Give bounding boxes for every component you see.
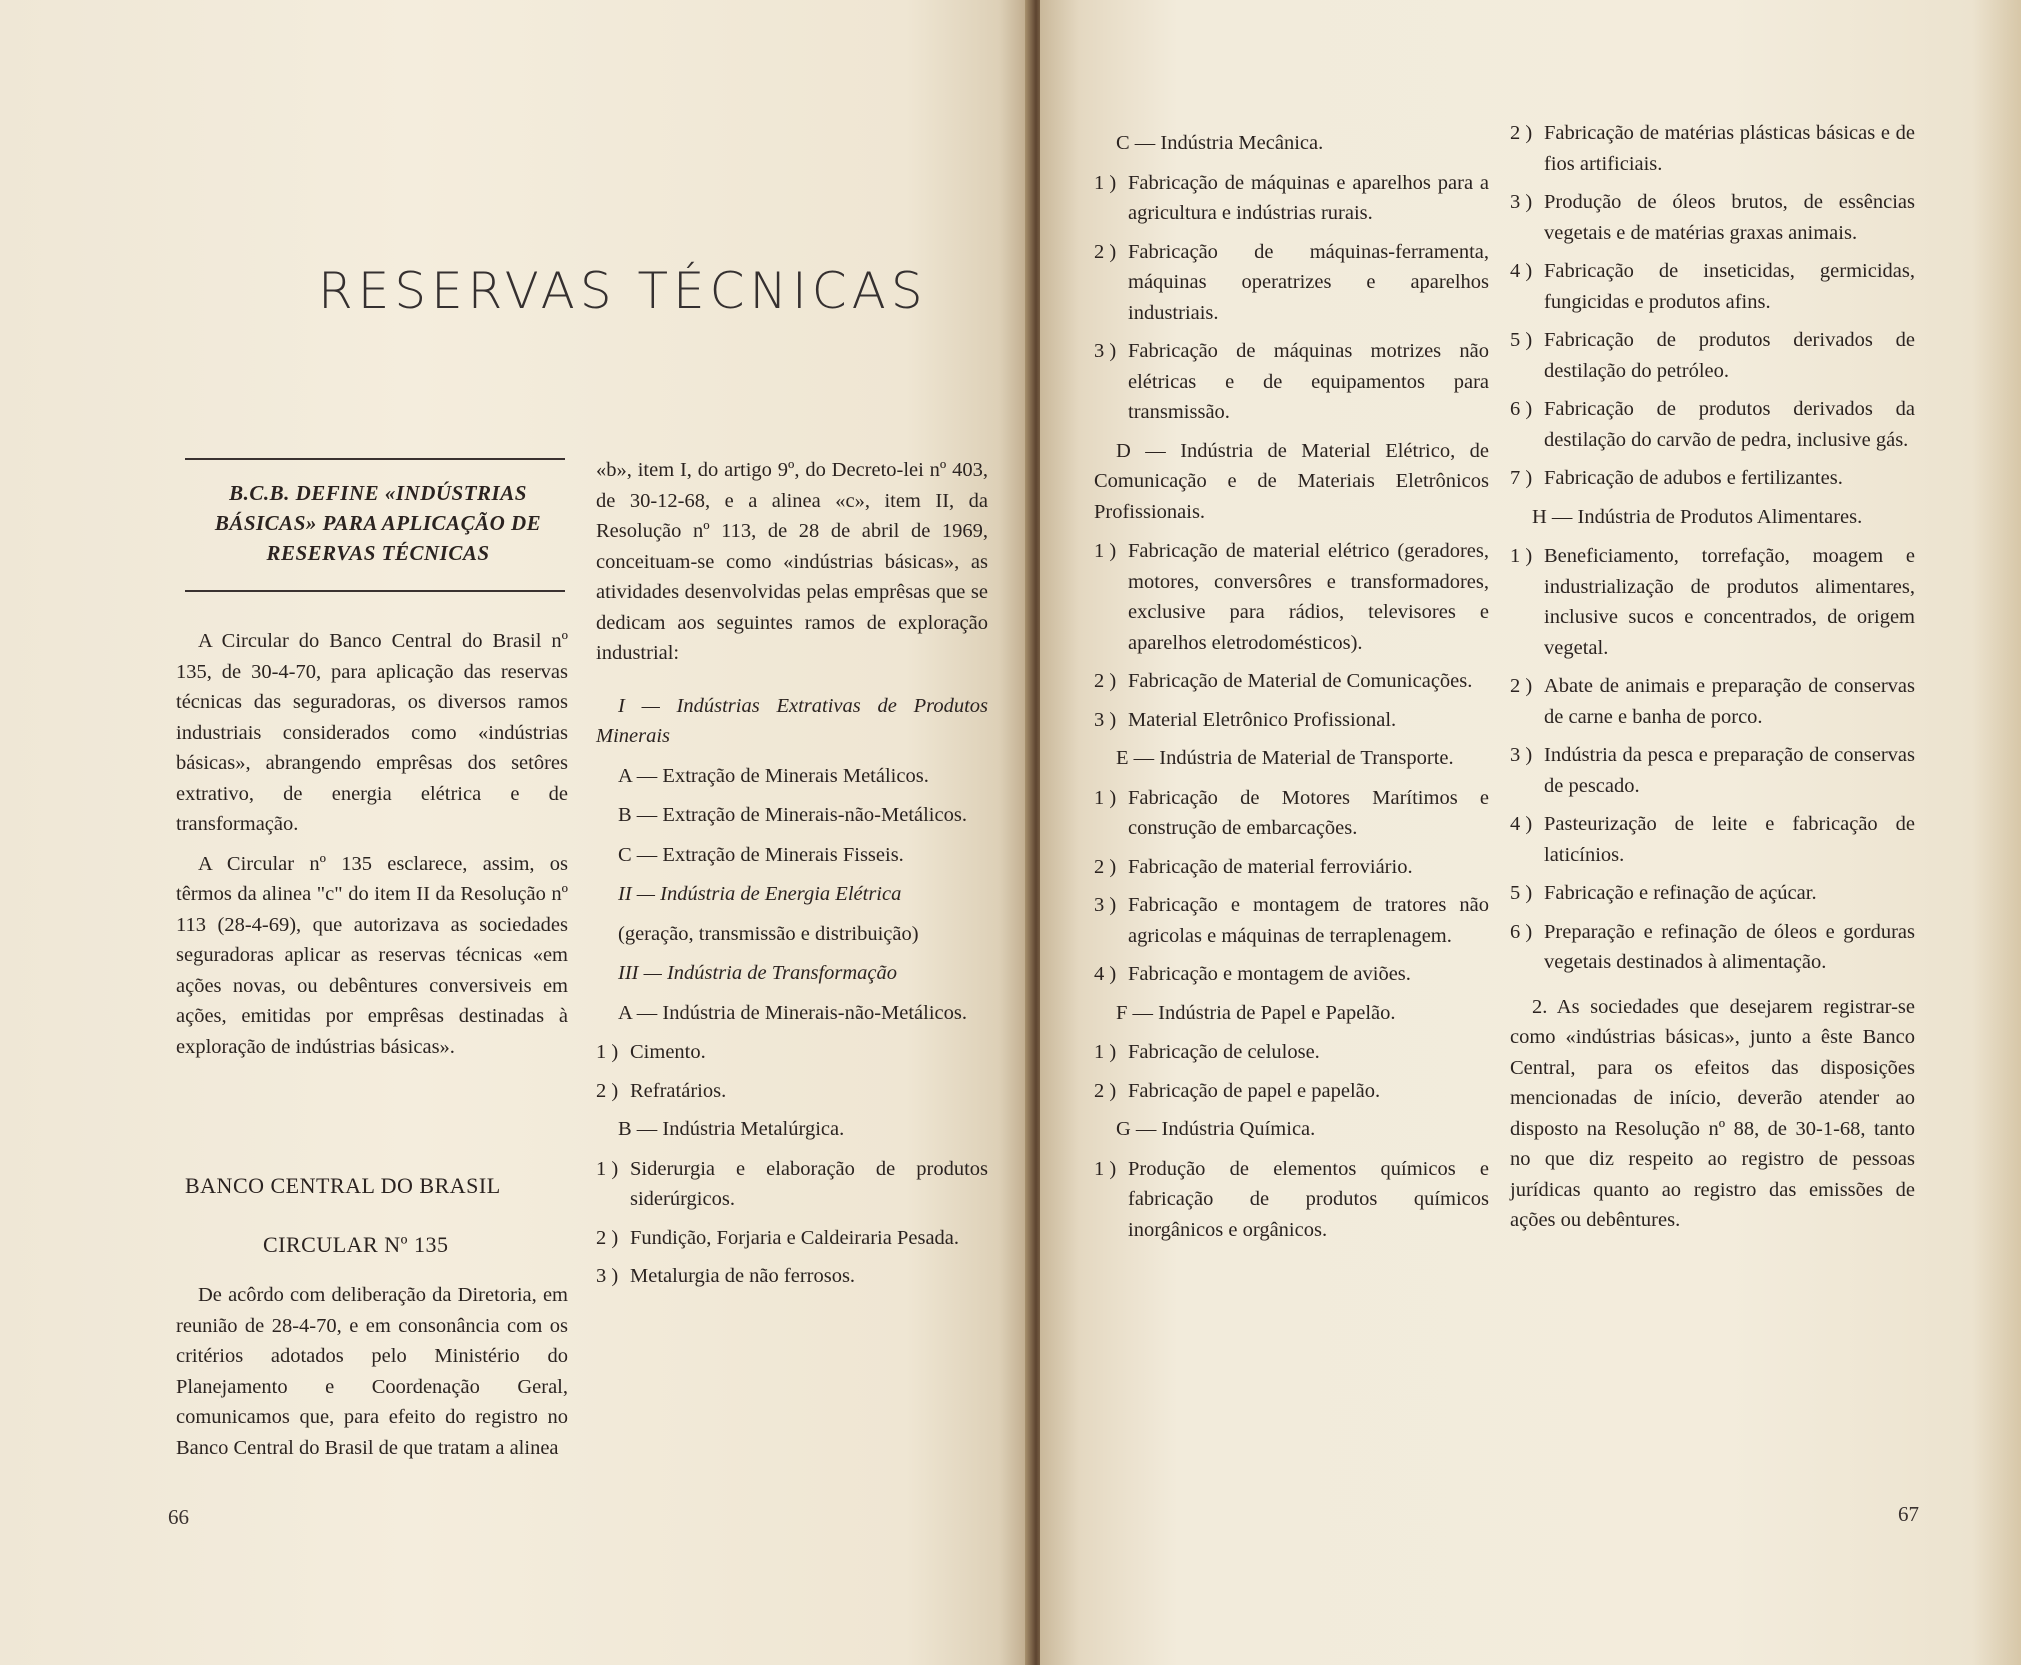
section-iii-b: B — Indústria Metalúrgica. <box>618 1118 845 1140</box>
list-item: 1 ) Siderurgia e elaboração de produtos siderúrgicos. <box>596 1157 988 1210</box>
list-item: 2 ) Refratários. <box>596 1079 727 1102</box>
list-item: 4 ) Fabricação de inseticidas, germicidas, fungicidas e produtos afins. <box>1510 260 1915 313</box>
page-number-left: 66 <box>168 1505 189 1529</box>
list-item: 2 ) Fabricação de material ferroviário. <box>1094 855 1413 878</box>
section-i-c: C — Extração de Minerais Fisseis. <box>618 843 904 866</box>
list-item: 2 ) Fabricação de matérias plásticas básicas e de fios artificiais. <box>1510 122 1915 175</box>
list-item: 2 ) Fabricação de papel e papelão. <box>1094 1079 1381 1102</box>
list-item: 6 ) Fabricação de produtos derivados da destilação do carvão de pedra, inclusive gás. <box>1510 398 1915 451</box>
list-item: 3 ) Material Eletrônico Profissional. <box>1094 708 1397 731</box>
list-item: 1 ) Fabricação de material elétrico (geradores, motores, conversôres e transformadores, exclusive para rádios, televisores e aparelhos eletrodomésticos). <box>1094 540 1489 654</box>
list-item: 4 ) Fabricação e montagem de aviões. <box>1094 963 1411 985</box>
list-item: 3 ) Metalurgia de não ferrosos. <box>596 1265 856 1287</box>
list-item: 1 ) Cimento. <box>596 1041 706 1063</box>
list-item: 6 ) Preparação e refinação de óleos e gorduras vegetais destinados à alimentação. <box>1510 920 1915 973</box>
bank-heading: BANCO CENTRAL DO BRASIL <box>185 1173 501 1198</box>
headline-bottom-rule <box>185 590 565 592</box>
list-item: 2 ) Abate de animais e preparação de conservas de carne e banha de porco. <box>1510 675 1915 728</box>
column-1-closing <box>176 1280 568 1472</box>
list-item: 4 ) Pasteurização de leite e fabricação de laticínios. <box>1510 813 1915 866</box>
section-f-heading: F — Indústria de Papel e Papelão. <box>1116 1001 1396 1024</box>
section-d-heading: D — Indústria de Material Elétrico, de Comunicação e de Materiais Eletrônicos Profissionais. <box>1094 439 1489 523</box>
right-column-2 <box>1510 118 1915 1245</box>
list-item: 5 ) Fabricação de produtos derivados de destilação do petróleo. <box>1510 329 1915 382</box>
section-g-heading: G — Indústria Química. <box>1116 1118 1316 1140</box>
list-item: 1 ) Fabricação de máquinas e aparelhos para a agricultura e indústrias rurais. <box>1094 171 1489 224</box>
section-iii-a: A — Indústria de Minerais-não-Metálicos. <box>618 1001 967 1024</box>
section-i-b: B — Extração de Minerais-não-Metálicos. <box>618 804 967 826</box>
column-2-intro: «b», item I, do artigo 9º, do Decreto-lei nº 403, de 30-12-68, e a alinea «c», item II, da Resolução nº 113, de 28 de abril de 1969, conceituam-se como «indústrias básicas», as atividades desenvolvidas pelas emprêsas que se dedicam aos seguintes ramos de exploração industrial: <box>596 459 988 664</box>
list-item: 3 ) Fabricação e montagem de tratores não agricolas e máquinas de terraplenagem. <box>1094 894 1489 947</box>
section-e-heading: E — Indústria de Material de Transporte. <box>1116 747 1454 769</box>
section-c-heading: C — Indústria Mecânica. <box>1116 132 1324 154</box>
page-number-right: 67 <box>1898 1502 1919 1526</box>
circular-heading: CIRCULAR Nº 135 <box>263 1232 449 1257</box>
intro-paragraph-1: A Circular do Banco Central do Brasil nº 135, de 30-4-70, para aplicação das reservas técnicas das seguradoras, os diversos ramos industriais considerados como «indústrias básicas», abrangendo emprêsas dos setôres extrativo, de energia elétrica e de transformação. <box>176 630 568 835</box>
section-i-heading: I — Indústrias Extrativas de Produtos Minerais <box>596 694 988 747</box>
section-ii-heading: II — Indústria de Energia Elétrica <box>618 883 902 905</box>
list-item: 1 ) Produção de elementos químicos e fabricação de produtos químicos inorgânicos e orgânicos. <box>1094 1157 1489 1241</box>
list-item: 3 ) Fabricação de máquinas motrizes não elétricas e de equipamentos para transmissão. <box>1094 340 1489 423</box>
section-i-a: A — Extração de Minerais Metálicos. <box>618 764 929 787</box>
page-title: RESERVAS TÉCNICAS <box>318 262 928 320</box>
list-item: 2 ) Fabricação de máquinas-ferramenta, máquinas operatrizes e aparelhos industriais. <box>1094 240 1489 324</box>
section-h-heading: H — Indústria de Produtos Alimentares. <box>1532 505 1863 528</box>
list-item: 7 ) Fabricação de adubos e fertilizantes. <box>1510 467 1843 489</box>
section-ii-subtitle: (geração, transmissão e distribuição) <box>618 922 919 945</box>
right-column-1 <box>1094 128 1489 1253</box>
right-page <box>1040 0 2021 1665</box>
list-item: 1 ) Fabricação de Motores Marítimos e construção de embarcações. <box>1094 786 1489 839</box>
column-2 <box>596 455 988 1300</box>
closing-paragraph: 2. As sociedades que desejarem registrar-se como «indústrias básicas», junto a êste Banco Central, para os efeitos das disposições mencionadas de início, deverão atender ao disposto na Resolução nº 88, de 30-1-68, tanto no que diz respeito ao registro de pessoas jurídicas quanto ao registro das emissões de ações ou debêntures. <box>1510 995 1915 1231</box>
list-item: 3 ) Produção de óleos brutos, de essências vegetais e de matérias graxas animais. <box>1510 191 1915 244</box>
intro-paragraph-2: A Circular nº 135 esclarece, assim, os têrmos da alinea "c" do item II da Resolução nº 113 (28-4-69), que autorizava as sociedades seguradoras aplicar as reservas técnicas «em ações novas, ou debêntures conversiveis em ações, emitidas por emprêsas destinadas à exploração de indústrias básicas». <box>176 852 568 1058</box>
article-headline: B.C.B. DEFINE «INDÚSTRIAS BÁSICAS» PARA APLICAÇÃO DE RESERVAS TÉCNICAS <box>214 481 542 565</box>
list-item: 2 ) Fabricação de Material de Comunicações. <box>1094 670 1473 692</box>
list-item: 2 ) Fundição, Forjaria e Caldeiraria Pesada. <box>596 1226 960 1249</box>
list-item: 1 ) Fabricação de celulose. <box>1094 1041 1320 1063</box>
list-item: 5 ) Fabricação e refinação de açúcar. <box>1510 882 1817 904</box>
column-1-intro <box>176 626 568 1071</box>
headline-top-rule <box>185 458 565 460</box>
list-item: 1 ) Beneficiamento, torrefação, moagem e industrialização de produtos alimentares, inclusive sucos e concentrados, de origem vegetal. <box>1510 545 1915 659</box>
circular-body: De acôrdo com deliberação da Diretoria, em reunião de 28-4-70, e em consonância com os critérios adotados pelo Ministério do Planejamento e Coordenação Geral, comunicamos que, para efeito do registro no Banco Central do Brasil de que tratam a alinea <box>176 1284 568 1459</box>
list-item: 3 ) Indústria da pesca e preparação de conservas de pescado. <box>1510 744 1915 797</box>
section-iii-heading: III — Indústria de Transformação <box>618 962 898 984</box>
